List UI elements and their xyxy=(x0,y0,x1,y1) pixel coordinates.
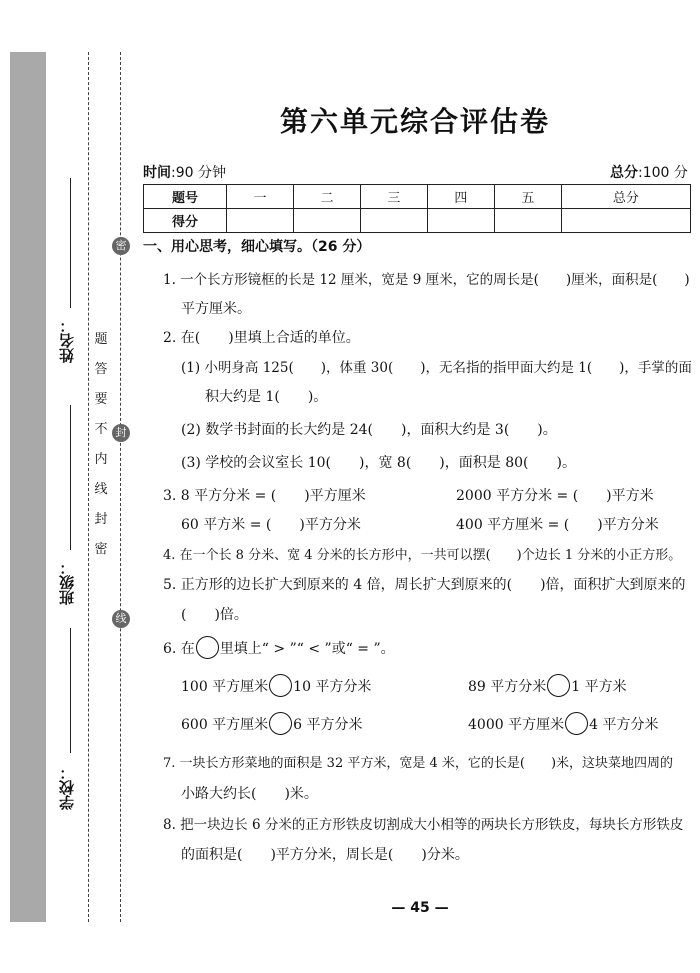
time-value: :90 分钟 xyxy=(171,165,226,181)
compare-circle[interactable] xyxy=(269,674,292,697)
question-2-sub3: (3) 学校的会议室长 10( )，宽 8( )，面积是 80( )。 xyxy=(181,455,576,471)
cut-line-outer xyxy=(88,52,89,922)
total-value: :100 分 xyxy=(638,165,688,181)
time-label: 时间 xyxy=(143,165,171,181)
header-cell: 三 xyxy=(360,185,427,209)
question-1-line-1: 1. 一个长方形镜框的长是 12 厘米，宽是 9 厘米，它的周长是( )厘米，面积是( ) xyxy=(163,272,690,288)
question-2-sub1-line-2: 积大约是 1( )。 xyxy=(205,389,328,405)
question-8-line-1: 8. 把一块边长 6 分米的正方形铁皮切割成大小相等的两块长方形铁皮，每块长方形铁皮 xyxy=(163,817,684,833)
score-cell[interactable] xyxy=(494,209,561,233)
question-6-b: 89 平方分米 1 平方米 xyxy=(468,676,627,697)
time-info xyxy=(143,162,226,182)
header-cell: 一 xyxy=(227,185,294,209)
compare-circle[interactable] xyxy=(547,674,570,697)
header-cell: 总分 xyxy=(561,185,690,209)
question-6-d: 4000 平方厘米 4 平方分米 xyxy=(468,714,658,735)
question-2-sub1-line-1: (1) 小明身高 125( )，体重 30( )，无名指的指甲面大约是 1( )，手掌的面 xyxy=(181,360,692,376)
total-label: 总分 xyxy=(610,165,638,181)
header-cell: 五 xyxy=(494,185,561,209)
score-cell[interactable] xyxy=(561,209,690,233)
question-3-b: 2000 平方分米 = ( )平方米 xyxy=(456,488,654,504)
score-cell[interactable] xyxy=(227,209,294,233)
total-info xyxy=(610,162,688,182)
compare-circle[interactable] xyxy=(269,712,292,735)
question-6-c: 600 平方厘米 6 平方分米 xyxy=(181,714,363,735)
school-line[interactable] xyxy=(70,628,71,753)
question-6-a: 100 平方厘米 10 平方分米 xyxy=(181,676,371,697)
score-cell[interactable] xyxy=(427,209,494,233)
class-line[interactable] xyxy=(70,405,71,550)
score-row-label: 得分 xyxy=(144,209,227,233)
seal-mark-xian: 线 xyxy=(112,610,130,628)
question-3-d: 400 平方厘米 = ( )平方分米 xyxy=(456,517,659,533)
class-label: 班级： xyxy=(58,560,76,605)
question-2-sub2: (2) 数学书封面的长大约是 24( )，面积大约是 3( )。 xyxy=(181,422,557,438)
seal-instruction: 题 答 要 不 内 线 封 密 xyxy=(94,332,108,557)
score-cell[interactable] xyxy=(293,209,360,233)
score-cell[interactable] xyxy=(360,209,427,233)
name-line[interactable] xyxy=(70,178,71,308)
header-cell: 题号 xyxy=(144,185,227,209)
question-5-line-1: 5. 正方形的边长扩大到原来的 4 倍，周长扩大到原来的( )倍，面积扩大到原来的 xyxy=(163,577,686,593)
score-header-row xyxy=(144,185,691,209)
question-2-intro: 2. 在( )里填上合适的单位。 xyxy=(163,330,360,346)
seal-mark-mi: 密 xyxy=(112,237,130,255)
page-number: — 45 — xyxy=(391,900,449,916)
school-label: 学校： xyxy=(58,765,76,810)
page-title: 第六单元综合评估卷 xyxy=(279,105,550,138)
question-3-a: 3. 8 平方分米 = ( )平方厘米 xyxy=(163,488,366,504)
binding-strip xyxy=(10,52,46,922)
question-5-line-2: ( )倍。 xyxy=(181,607,248,623)
question-8-line-2: 的面积是( )平方分米，周长是( )分米。 xyxy=(181,847,469,863)
header-cell: 二 xyxy=(293,185,360,209)
score-table xyxy=(143,184,691,233)
score-row xyxy=(144,209,691,233)
question-4: 4. 在一个长 8 分米、宽 4 分米的长方形中，一共可以摆( )个边长 1 分米的小正方形。 xyxy=(163,548,682,563)
header-cell: 四 xyxy=(427,185,494,209)
section-heading: 一、用心思考，细心填写。（26 分） xyxy=(143,239,371,255)
seal-mark-feng: 封 xyxy=(112,424,130,442)
question-3-c: 60 平方米 = ( )平方分米 xyxy=(181,517,361,533)
question-1-line-2: 平方厘米。 xyxy=(181,301,251,317)
compare-circle[interactable] xyxy=(565,712,588,735)
answer-circle-icon xyxy=(196,636,219,659)
cut-line-inner xyxy=(120,52,121,922)
question-7-line-1: 7. 一块长方形菜地的面积是 32 平方米，宽是 4 米，它的长是( )米，这块菜地四周的 xyxy=(163,756,674,771)
name-label: 姓名： xyxy=(58,318,76,363)
question-7-line-2: 小路大约长( )米。 xyxy=(181,786,318,802)
question-6-intro: 6. 在 里填上“ > ”“ < ”或“ = ”。 xyxy=(163,638,395,659)
